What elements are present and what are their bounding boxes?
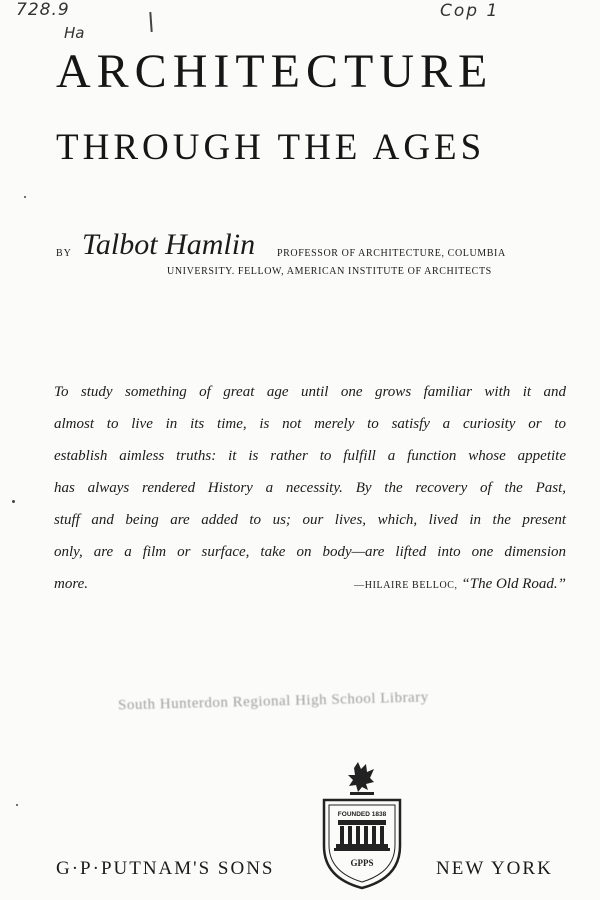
epigraph-attribution	[354, 568, 566, 602]
colophon-founded-text: FOUNDED 1838	[337, 811, 387, 818]
ink-speck	[12, 500, 15, 503]
epigraph-line: To study something of great age until one grows familiar with it and	[54, 384, 566, 400]
pen-mark	[149, 12, 152, 32]
handwritten-copy-note: Cop 1	[440, 1, 500, 21]
author-name: Talbot Hamlin	[82, 228, 256, 261]
publisher-name: G·P·PUTNAM'S SONS	[56, 858, 275, 879]
epigraph-final-line	[54, 568, 566, 600]
publisher-city: NEW YORK	[436, 858, 553, 879]
library-stamp: South Hunterdon Regional High School Library	[117, 689, 429, 714]
epigraph-line: almost to live in its time, is not merely to satisfy a curiosity or to	[54, 416, 566, 432]
building-icon	[334, 820, 390, 851]
book-title-line-2: THROUGH THE AGES	[56, 127, 486, 168]
epigraph-line: only, are a film or surface, take on body—are lifted into one dimension	[54, 544, 566, 560]
attribution-author: —HILAIRE BELLOC,	[354, 580, 458, 591]
publisher-colophon-icon	[318, 760, 406, 892]
ink-speck	[24, 196, 26, 198]
handwritten-call-number: 728.9	[16, 0, 70, 20]
epigraph-line: has always rendered History a necessity. By the recovery of the Past,	[54, 480, 566, 496]
epigraph	[54, 376, 566, 600]
epigraph-line: stuff and being are added to us; our lives, which, lived in the present	[54, 512, 566, 528]
handwritten-call-suffix: Ha	[64, 24, 85, 42]
epigraph-line: establish aimless truths: it is rather to fulfill a function whose appetite	[54, 448, 566, 464]
book-title-line-1: ARCHITECTURE	[56, 45, 494, 98]
epigraph-last-word: more.	[54, 576, 89, 592]
author-credentials-line-2: UNIVERSITY. FELLOW, AMERICAN INSTITUTE OF ARCHITECTS	[167, 266, 492, 277]
bird-icon	[348, 762, 374, 795]
author-credentials-line-1: PROFESSOR OF ARCHITECTURE, COLUMBIA	[277, 248, 506, 259]
attribution-work: “The Old Road.”	[461, 576, 566, 592]
colophon-initials: GPPS	[350, 858, 374, 868]
by-label: BY	[56, 248, 72, 259]
ink-speck	[16, 804, 18, 806]
